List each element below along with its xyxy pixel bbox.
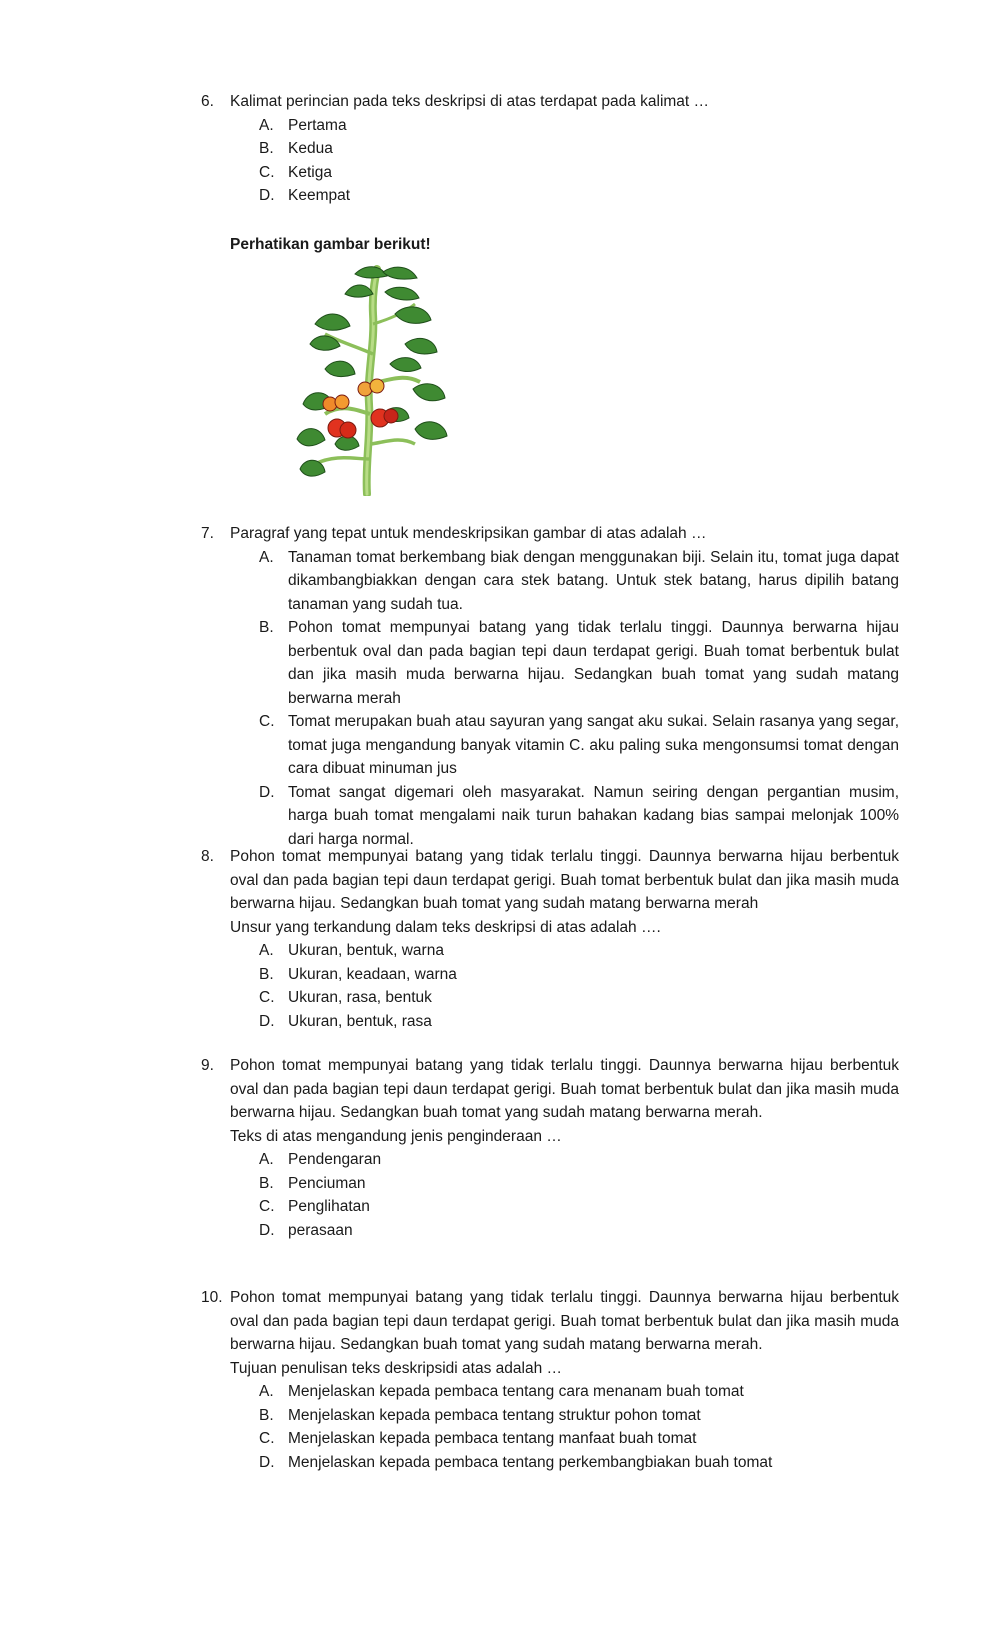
option-letter: B. (259, 1174, 274, 1192)
option-letter: B. (259, 619, 274, 636)
answer-options (259, 1148, 899, 1242)
option-text: Tomat merupakan buah atau sayuran yang sangat aku sukai. Selain rasanya yang segar, tomat juga mengandung banyak vitamin C. aku paling suka mengonsumsi tomat dengan cara dibuat minuman jus (288, 713, 899, 777)
answer-options (259, 1380, 899, 1474)
answer-options (259, 546, 899, 852)
question-text: Kalimat perincian pada teks deskripsi di atas terdapat pada kalimat … (230, 93, 710, 110)
figure-instruction: Perhatikan gambar berikut! (230, 236, 431, 253)
option-text: Menjelaskan kepada pembaca tentang cara menanam buah tomat (288, 1383, 744, 1400)
question-10 (201, 1286, 899, 1474)
option-text: Pendengaran (288, 1151, 382, 1168)
option-text: Menjelaskan kepada pembaca tentang perkembangbiakan buah tomat (288, 1453, 773, 1471)
option-text: Tomat sangat digemari oleh masyarakat. Namun seiring dengan pergantian musim, harga buah tomat mengalami naik turun bahakan kadang bias sampai melonjak 100% dari harga normal. (288, 783, 899, 848)
question-6 (201, 90, 899, 208)
option-text: Ukuran, bentuk, warna (288, 942, 444, 959)
option-letter: B. (259, 1406, 274, 1424)
option-text: Tanaman tomat berkembang biak dengan menggunakan biji. Selain itu, tomat juga dapat dikambangbiakkan dengan cara stek batang. Untuk stek batang, harus dipilih batang tanaman yang sudah tua. (288, 548, 899, 613)
option-a[interactable] (259, 546, 899, 617)
option-letter: C. (259, 989, 275, 1006)
question-text: Teks di atas mengandung jenis penginderaan … (230, 1127, 562, 1145)
question-text: Tujuan penulisan teks deskripsidi atas adalah … (230, 1359, 563, 1377)
option-letter: A. (259, 942, 274, 959)
option-text: Ukuran, bentuk, rasa (288, 1012, 432, 1030)
option-d[interactable] (259, 184, 899, 208)
option-letter: C. (259, 713, 275, 730)
option-text: Ukuran, rasa, bentuk (288, 989, 432, 1006)
option-letter: D. (259, 1221, 275, 1239)
option-a[interactable] (259, 1380, 899, 1404)
option-c[interactable] (259, 161, 899, 185)
question-8 (201, 845, 899, 1033)
question-text: Paragraf yang tepat untuk mendeskripsikan gambar di atas adalah … (230, 525, 707, 542)
question-number: 8. (201, 848, 214, 865)
option-text: Penciuman (288, 1174, 366, 1192)
option-c[interactable] (259, 986, 899, 1010)
question-passage: Pohon tomat mempunyai batang yang tidak terlalu tinggi. Daunnya berwarna hijau berbentuk oval dan pada bagian tepi daun terdapat gerigi. Buah tomat berbentuk bulat dan jika masih muda berwarna hijau. Sedangkan buah tomat yang sudah matang berwarna merah. (230, 1057, 899, 1121)
option-c[interactable] (259, 710, 899, 781)
option-b[interactable] (259, 616, 899, 710)
question-number: 10. (201, 1289, 223, 1306)
option-text: Ketiga (288, 163, 332, 181)
option-letter: D. (259, 1012, 275, 1030)
option-text: Pertama (288, 116, 347, 134)
tomato-plant-icon (295, 264, 455, 496)
option-letter: C. (259, 1198, 275, 1215)
question-text: Unsur yang terkandung dalam teks deskripsi di atas adalah …. (230, 918, 661, 936)
question-passage: Pohon tomat mempunyai batang yang tidak terlalu tinggi. Daunnya berwarna hijau berbentuk oval dan pada bagian tepi daun terdapat gerigi. Buah tomat berbentuk bulat dan jika masih muda berwarna hijau. Sedangkan buah tomat yang sudah matang berwarna merah (230, 848, 899, 912)
option-c[interactable] (259, 1195, 899, 1219)
option-text: Penglihatan (288, 1198, 370, 1215)
option-b[interactable] (259, 1172, 899, 1196)
option-text: Keempat (288, 187, 351, 204)
answer-options (259, 939, 899, 1033)
option-b[interactable] (259, 137, 899, 161)
option-letter: A. (259, 548, 274, 566)
option-d[interactable] (259, 1219, 899, 1243)
question-7 (201, 522, 899, 851)
option-letter: D. (259, 187, 275, 204)
option-b[interactable] (259, 1404, 899, 1428)
option-letter: B. (259, 965, 274, 983)
answer-options (259, 114, 899, 208)
option-text: Menjelaskan kepada pembaca tentang manfaat buah tomat (288, 1430, 697, 1447)
question-number: 9. (201, 1057, 214, 1074)
option-letter: B. (259, 140, 274, 157)
option-letter: C. (259, 1430, 275, 1447)
option-a[interactable] (259, 114, 899, 138)
option-text: Ukuran, keadaan, warna (288, 965, 457, 983)
option-d[interactable] (259, 781, 899, 852)
question-9 (201, 1054, 899, 1242)
option-letter: A. (259, 1151, 274, 1168)
option-text: Kedua (288, 140, 333, 157)
option-a[interactable] (259, 1148, 899, 1172)
option-d[interactable] (259, 1010, 899, 1034)
option-letter: D. (259, 1453, 275, 1471)
option-letter: D. (259, 783, 275, 801)
option-letter: A. (259, 1383, 274, 1400)
option-letter: C. (259, 163, 275, 181)
option-letter: A. (259, 116, 274, 134)
option-text: perasaan (288, 1221, 353, 1239)
question-passage: Pohon tomat mempunyai batang yang tidak terlalu tinggi. Daunnya berwarna hijau berbentuk oval dan pada bagian tepi daun terdapat gerigi. Buah tomat berbentuk bulat dan jika masih muda berwarna hijau. Sedangkan buah tomat yang sudah matang berwarna merah. (230, 1289, 899, 1353)
option-c[interactable] (259, 1427, 899, 1451)
option-text: Pohon tomat mempunyai batang yang tidak terlalu tinggi. Daunnya berwarna hijau berbentuk oval dan pada bagian tepi daun terdapat gerigi. Buah tomat berbentuk bulat dan jika masih muda berwarna hijau. Sedangkan buah tomat yang sudah matang berwarna merah (288, 619, 899, 707)
question-number: 6. (201, 93, 214, 110)
question-number: 7. (201, 525, 214, 542)
option-b[interactable] (259, 963, 899, 987)
option-d[interactable] (259, 1451, 899, 1475)
option-a[interactable] (259, 939, 899, 963)
option-text: Menjelaskan kepada pembaca tentang struktur pohon tomat (288, 1406, 701, 1424)
